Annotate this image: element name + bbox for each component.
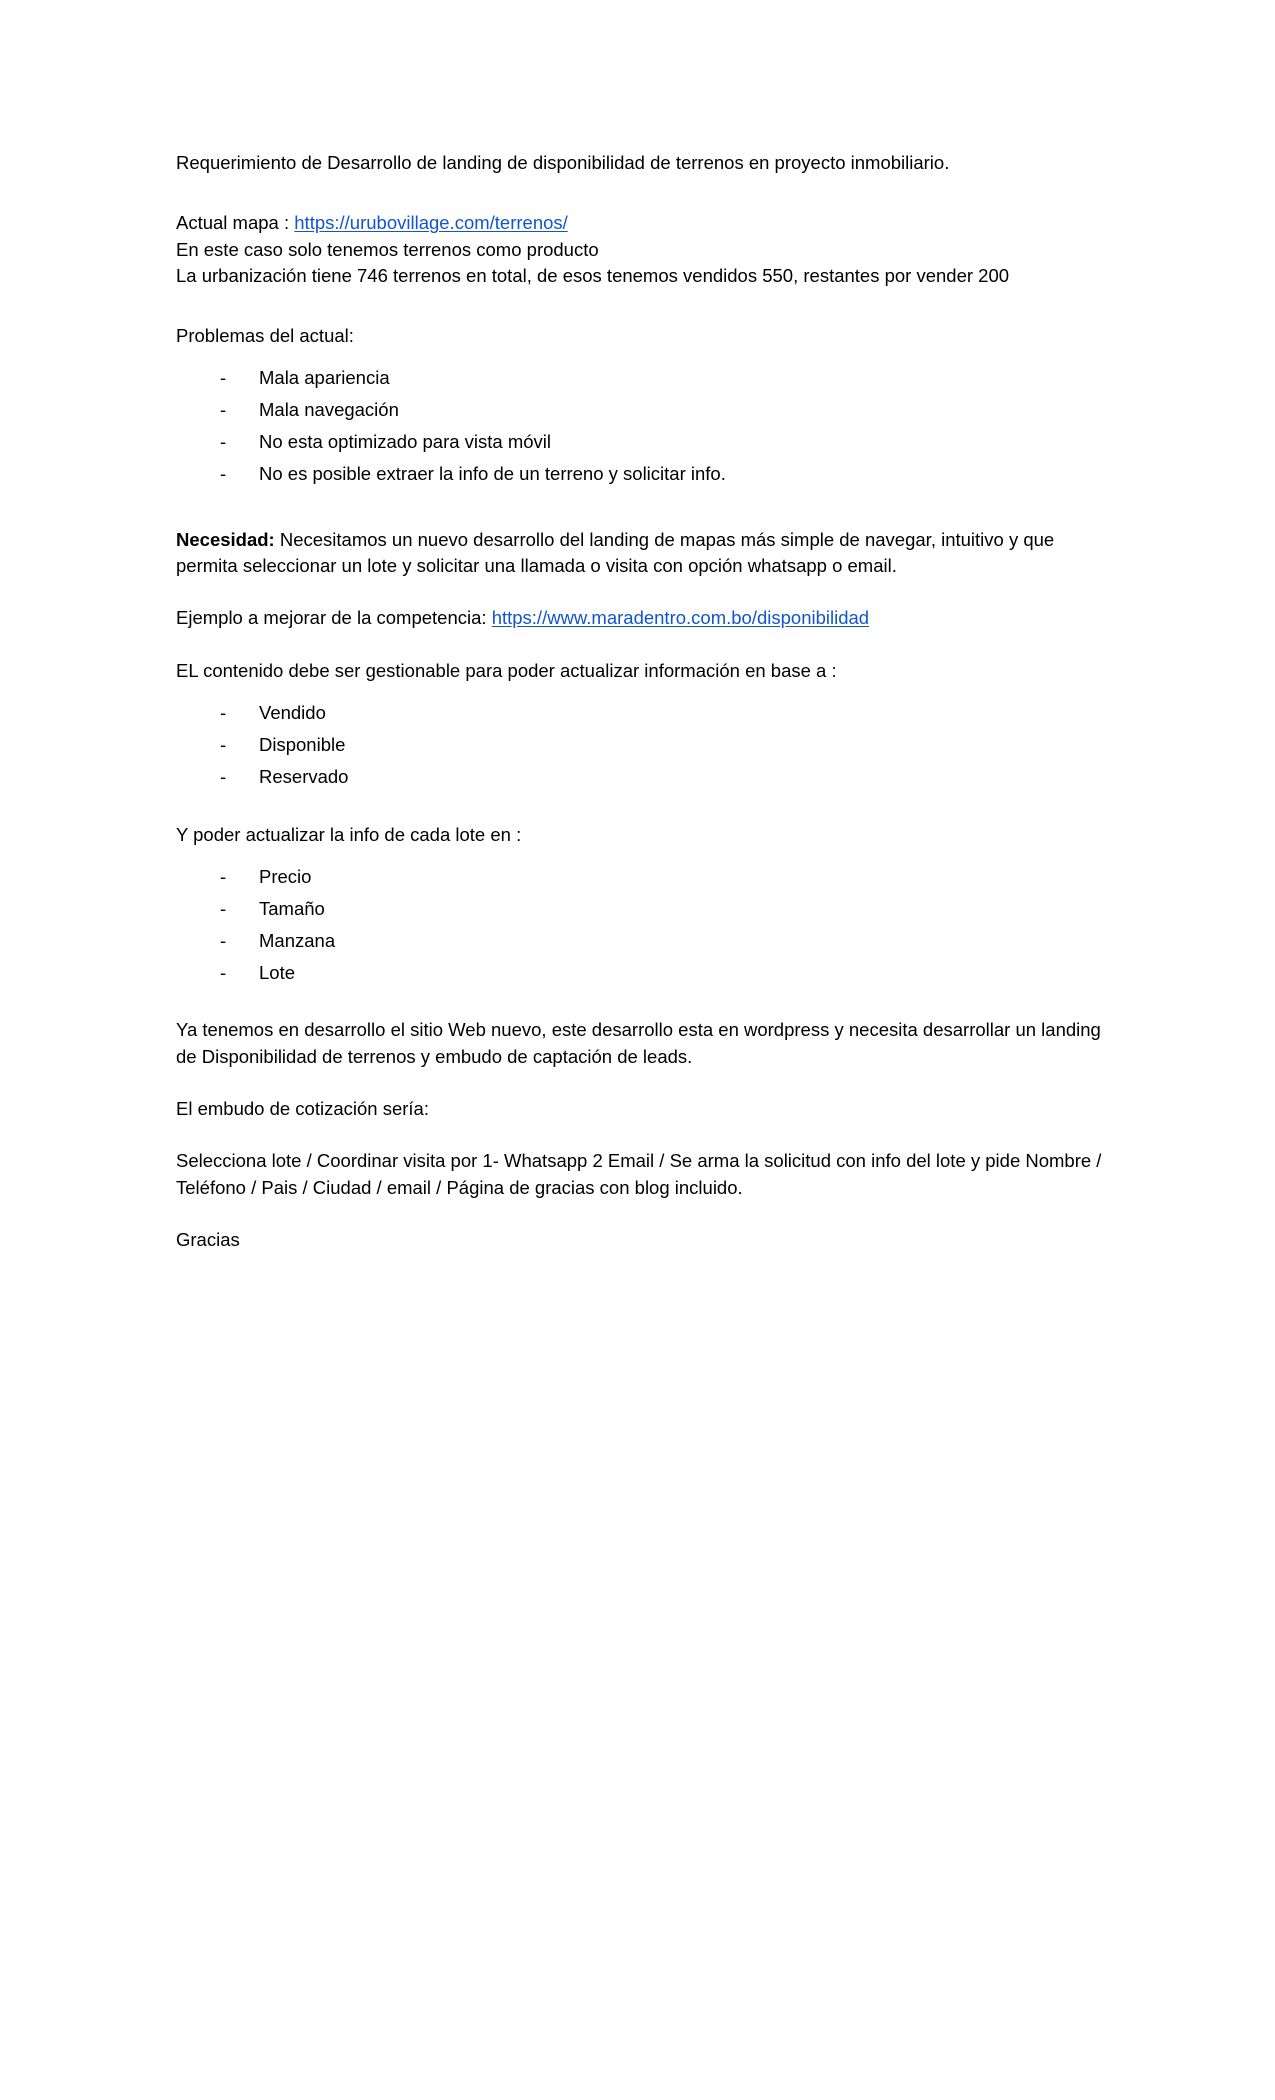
actual-map-line	[176, 210, 1106, 236]
urubovillage-link[interactable]: https://urubovillage.com/terrenos/	[294, 212, 568, 234]
list-item	[220, 764, 1106, 790]
dash-marker: -	[220, 865, 227, 887]
document-title: Requerimiento de Desarrollo de landing de disponibilidad de terrenos en proyecto inmobiliario.	[176, 152, 950, 173]
dash-marker: -	[220, 463, 227, 484]
status-list	[176, 700, 1106, 790]
list-item-label: Lote	[259, 961, 296, 983]
actual-map-label: Actual mapa :	[176, 212, 295, 234]
list-item-label: No esta optimizado para vista móvil	[259, 431, 552, 453]
need-label: Necesidad:	[176, 528, 275, 550]
list-item	[220, 732, 1106, 758]
list-item	[220, 896, 1106, 922]
need-text: Necesitamos un nuevo desarrollo del landing de mapas más simple de navegar, intuitivo y que permita seleccionar un lote y solicitar una llamada o visita con opción whatsapp o email.	[176, 528, 1055, 577]
document-body	[176, 150, 1106, 1253]
counts-line: La urbanización tiene 746 terrenos en total, de esos tenemos vendidos 550, restantes por vender 200	[176, 264, 1010, 286]
list-item	[220, 397, 1106, 423]
list-item	[220, 960, 1106, 986]
list-item-label: Reservado	[259, 765, 349, 787]
dash-marker: -	[220, 701, 227, 723]
list-item	[220, 461, 1106, 487]
list-item-label: No es posible extraer la info de un terreno y solicitar info.	[259, 463, 726, 484]
list-item-label: Vendido	[259, 701, 326, 723]
example-line	[176, 605, 1106, 631]
problems-list	[176, 365, 1106, 487]
wordpress-paragraph: Ya tenemos en desarrollo el sitio Web nuevo, este desarrollo esta en wordpress y necesita desarrollar un landing de Disponibilidad de terrenos y embudo de captación de leads.	[176, 1019, 1101, 1067]
list-item	[220, 429, 1106, 455]
list-item-label: Disponible	[259, 733, 346, 755]
list-item-label: Mala apariencia	[259, 367, 390, 389]
dash-marker: -	[220, 929, 227, 951]
list-item	[220, 928, 1106, 954]
list-item	[220, 700, 1106, 726]
maradentro-link[interactable]: https://www.maradentro.com.bo/disponibilidad	[491, 607, 870, 629]
dash-marker: -	[220, 733, 227, 755]
list-item-label: Tamaño	[259, 897, 325, 919]
example-label: Ejemplo a mejorar de la competencia:	[176, 607, 492, 629]
funnel-heading: El embudo de cotización sería:	[176, 1097, 429, 1119]
manageable-line: EL contenido debe ser gestionable para poder actualizar información en base a :	[176, 659, 837, 681]
lot-info-line: Y poder actualizar la info de cada lote en :	[176, 823, 522, 845]
list-item-label: Mala navegación	[259, 399, 399, 421]
list-item-label: Precio	[259, 865, 312, 887]
dash-marker: -	[220, 399, 227, 421]
list-item	[220, 864, 1106, 890]
need-paragraph	[176, 527, 1106, 580]
dash-marker: -	[220, 367, 227, 389]
problems-heading: Problemas del actual:	[176, 325, 354, 347]
product-line: En este caso solo tenemos terrenos como producto	[176, 238, 599, 260]
dash-marker: -	[220, 431, 227, 453]
dash-marker: -	[220, 765, 227, 787]
list-item	[220, 365, 1106, 391]
dash-marker: -	[220, 961, 227, 983]
dash-marker: -	[220, 897, 227, 919]
list-item-label: Manzana	[259, 929, 336, 951]
funnel-paragraph: Selecciona lote / Coordinar visita por 1- Whatsapp 2 Email / Se arma la solicitud con info del lote y pide Nombre / Teléfono / Pais / Ciudad / email / Página de gracias con blog incluido.	[176, 1150, 1102, 1198]
closing-line: Gracias	[176, 1228, 240, 1250]
lot-fields-list	[176, 864, 1106, 986]
